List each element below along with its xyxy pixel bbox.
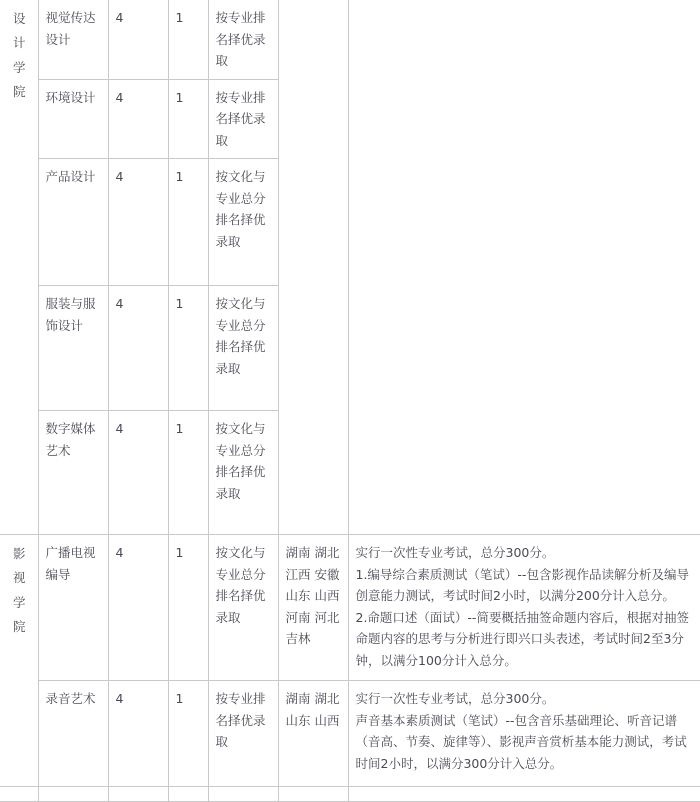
content-line: 1.编导综合素质测试（笔试）--包含影视作品读解分析及编导创意能力测试，考试时间2小时，以满分200分计入总分。 — [355, 566, 689, 603]
years-cell: 4 — [108, 411, 168, 535]
rule-cell: 按文化与专业总分排名择优录取 — [208, 411, 278, 535]
enroll-cell: 1 — [168, 79, 208, 159]
major-cell: 录音艺术 — [38, 681, 108, 787]
rule-cell-next — [208, 787, 278, 802]
college-char: 设 — [12, 11, 26, 26]
rule-cell: 按文化与专业总分排名择优录取 — [208, 535, 278, 681]
major-cell: 产品设计 — [38, 159, 108, 286]
enroll-cell: 1 — [168, 411, 208, 535]
college-char: 计 — [12, 35, 26, 51]
college-cell-design — [0, 0, 38, 535]
content-cell-empty — [348, 0, 700, 535]
content-line: 声音基本素质测试（笔试）--包含音乐基础理论、听音记谱（音高、节奏、旋律等）、影视声音赏析基本能力测试，考试时间2小时，以满分300分计入总分。 — [355, 712, 687, 771]
content-line: 实行一次性专业考试，总分300分。 — [355, 691, 555, 706]
province-cell-empty — [278, 0, 348, 535]
years-cell: 4 — [108, 535, 168, 681]
years-cell: 4 — [108, 681, 168, 787]
college-char: 学 — [12, 59, 26, 75]
province-cell: 湖南 湖北 山东 山西 — [278, 681, 348, 787]
enroll-cell: 1 — [168, 681, 208, 787]
enroll-cell: 1 — [168, 159, 208, 286]
table-row — [0, 681, 700, 787]
major-cell: 视觉传达设计 — [38, 0, 108, 79]
enroll-cell-next — [168, 787, 208, 802]
years-cell-next — [108, 787, 168, 802]
content-cell — [348, 681, 700, 787]
enroll-cell: 1 — [168, 535, 208, 681]
major-cell: 广播电视编导 — [38, 535, 108, 681]
content-cell — [348, 535, 700, 681]
province-cell-next — [278, 787, 348, 802]
rule-cell: 按专业排名择优录取 — [208, 0, 278, 79]
major-cell: 数字媒体艺术 — [38, 411, 108, 535]
table-row — [0, 0, 700, 79]
years-cell: 4 — [108, 0, 168, 79]
rule-cell: 按文化与专业总分排名择优录取 — [208, 286, 278, 411]
college-char: 院 — [12, 619, 26, 635]
rule-cell: 按文化与专业总分排名择优录取 — [208, 159, 278, 286]
college-cell-next — [0, 787, 38, 802]
content-line: 实行一次性专业考试，总分300分。 — [355, 545, 555, 560]
major-cell: 服装与服饰设计 — [38, 286, 108, 411]
college-cell-film — [0, 535, 38, 787]
province-cell: 湖南 湖北 江西 安徽 山东 山西 河南 河北 吉林 — [278, 535, 348, 681]
content-cell-next — [348, 787, 700, 802]
years-cell: 4 — [108, 286, 168, 411]
enroll-cell: 1 — [168, 0, 208, 79]
table-row — [0, 535, 700, 681]
college-char: 视 — [12, 570, 26, 586]
college-char: 院 — [12, 84, 26, 100]
content-line: 2.命题口述（面试）--简要概括抽签命题内容后，根据对抽签命题内容的思考与分析进行即兴口头表述，考试时间2至3分钟，以满分100分计入总分。 — [355, 609, 689, 668]
college-char: 影 — [12, 546, 26, 561]
enroll-cell: 1 — [168, 286, 208, 411]
years-cell: 4 — [108, 79, 168, 159]
rule-cell: 按专业排名择优录取 — [208, 681, 278, 787]
major-cell: 环境设计 — [38, 79, 108, 159]
college-char: 学 — [12, 594, 26, 610]
years-cell: 4 — [108, 159, 168, 286]
rule-cell: 按专业排名择优录取 — [208, 79, 278, 159]
table-row-partial — [0, 787, 700, 802]
major-cell-next — [38, 787, 108, 802]
